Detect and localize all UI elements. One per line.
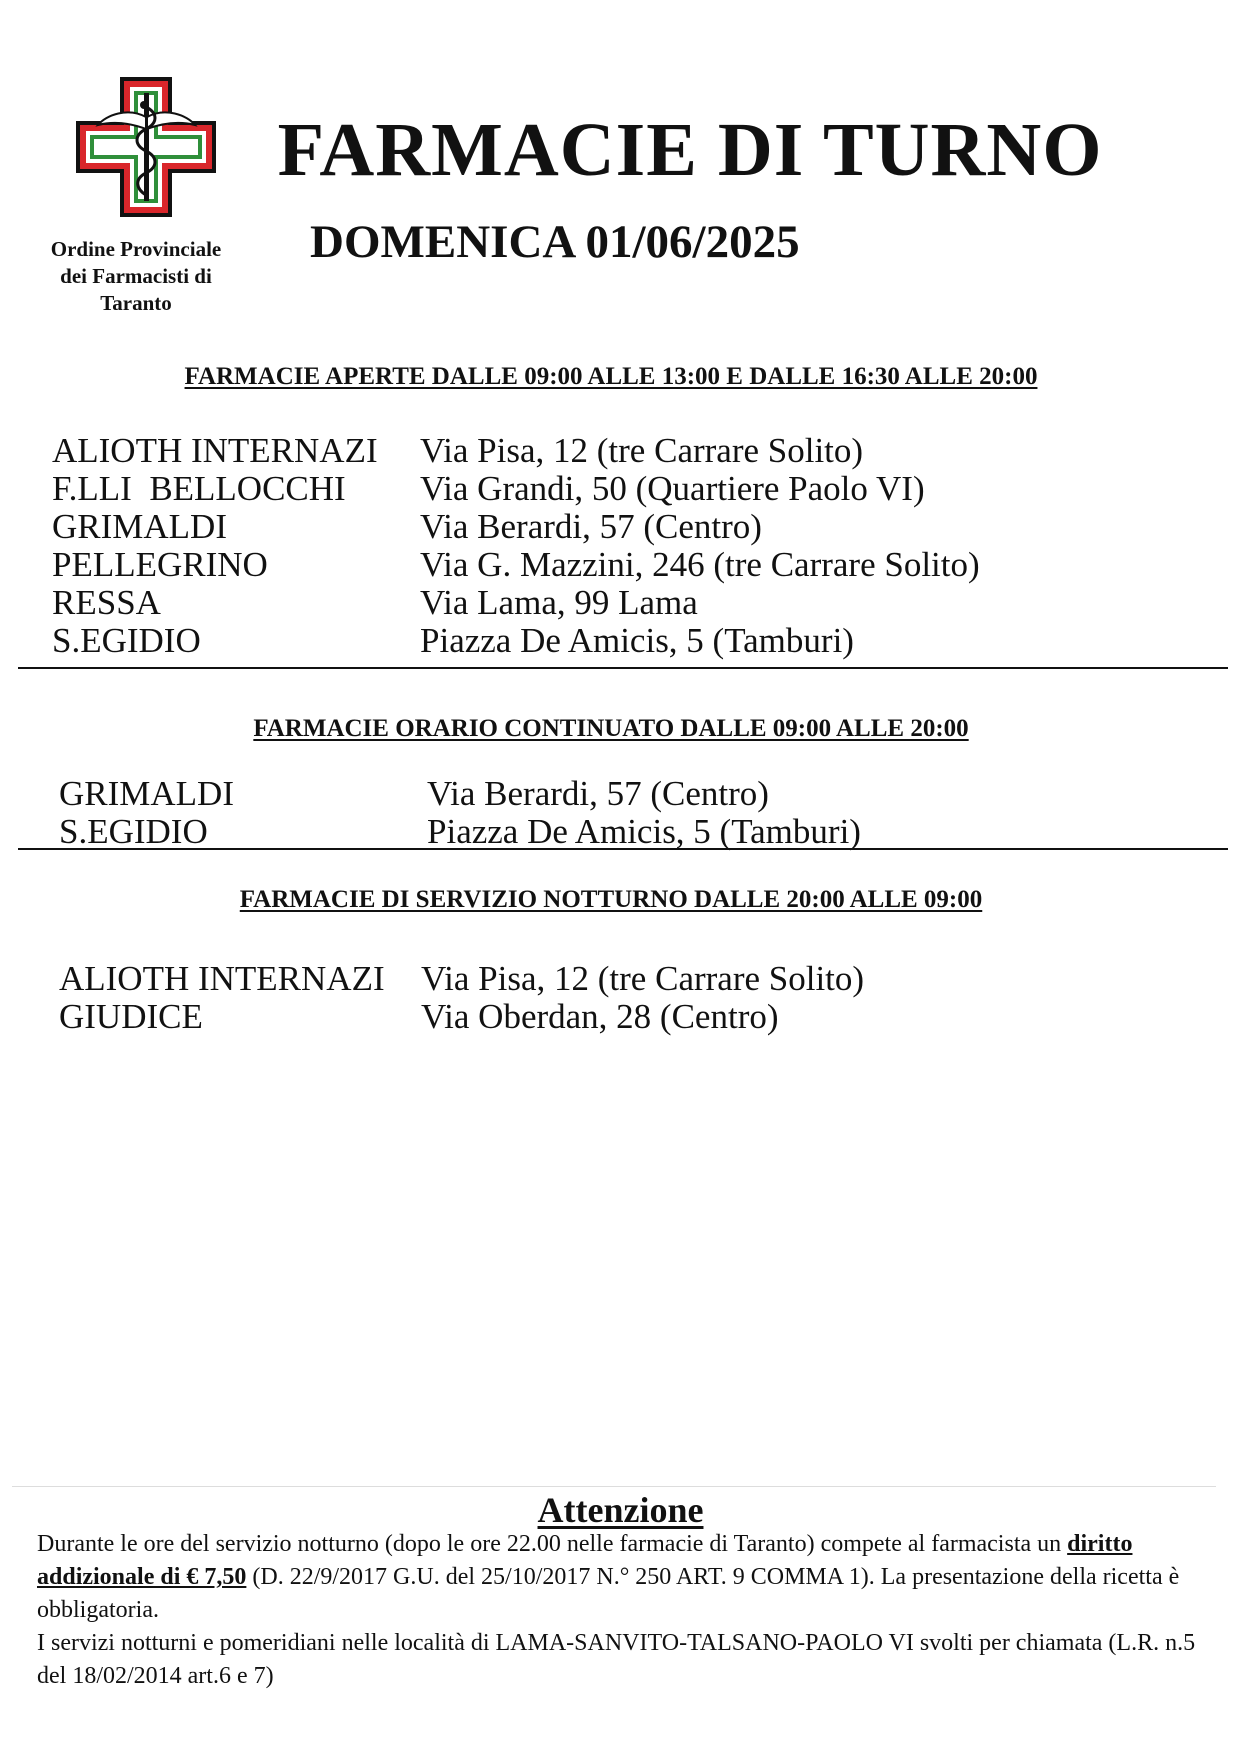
- pharmacy-address: Via G. Mazzini, 246 (tre Carrare Solito): [420, 545, 980, 584]
- notice-title-text: Attenzione: [537, 1490, 704, 1530]
- pharmacy-list-open-hours: [52, 432, 980, 660]
- pharmacy-name: GRIMALDI: [52, 507, 227, 546]
- footer-divider: [12, 1486, 1216, 1487]
- org-line: dei Farmacisti di: [60, 264, 212, 288]
- pharmacy-name: F.LLI BELLOCCHI: [52, 469, 346, 508]
- section-heading-continuous-hours: [0, 714, 1222, 744]
- pharmacy-list-night-service: [59, 960, 864, 1036]
- pharmacy-name: ALIOTH INTERNAZI: [52, 431, 378, 470]
- notice-title: [0, 1488, 1241, 1532]
- list-item: [52, 584, 980, 622]
- pharmacy-name: S.EGIDIO: [52, 621, 201, 660]
- pharmacy-address: Via Pisa, 12 (tre Carrare Solito): [421, 959, 865, 998]
- section-divider: [18, 848, 1228, 850]
- notice-paragraph: I servizi notturni e pomeridiani nelle località di LAMA-SANVITO-TALSANO-PAOLO VI svolti per chiamata (L.R. n.5 del 18/02/2014 art.6 e 7): [37, 1630, 1196, 1689]
- notice-emphasis: diritto addizionale di € 7,50: [37, 1531, 1133, 1590]
- list-item: [52, 470, 980, 508]
- pharmacy-name: PELLEGRINO: [52, 545, 268, 584]
- notice-paragraph: [37, 1528, 1217, 1627]
- pharmacy-address: Via Berardi, 57 (Centro): [427, 774, 769, 813]
- page-title: FARMACIE DI TURNO: [277, 108, 1103, 192]
- list-item: [52, 432, 980, 470]
- pharmacy-address: Via Oberdan, 28 (Centro): [421, 997, 779, 1036]
- list-item: [59, 960, 864, 998]
- pharmacy-name: S.EGIDIO: [59, 812, 208, 851]
- section-heading-text: FARMACIE ORARIO CONTINUATO DALLE 09:00 ALLE 20:00: [253, 715, 969, 742]
- pharmacy-address: Via Berardi, 57 (Centro): [420, 507, 762, 546]
- org-name: [30, 236, 242, 317]
- pharmacy-address: Via Grandi, 50 (Quartiere Paolo VI): [420, 469, 925, 508]
- pharmacy-address: Via Lama, 99 Lama: [420, 583, 698, 622]
- org-line: Taranto: [100, 291, 172, 315]
- list-item: [59, 775, 861, 813]
- pharmacy-list-continuous-hours: [59, 775, 861, 851]
- section-divider: [18, 667, 1228, 669]
- date-heading: DOMENICA 01/06/2025: [310, 216, 800, 268]
- list-item: [59, 998, 864, 1036]
- pharmacy-address: Piazza De Amicis, 5 (Tamburi): [427, 812, 861, 851]
- notice-text: Durante le ore del servizio notturno (dopo le ore 22.00 nelle farmacie di Taranto) compete al farmacista un: [37, 1531, 1068, 1557]
- section-heading-text: FARMACIE APERTE DALLE 09:00 ALLE 13:00 E DALLE 16:30 ALLE 20:00: [184, 363, 1038, 390]
- list-item: [59, 813, 861, 851]
- list-item: [52, 546, 980, 584]
- list-item: [52, 508, 980, 546]
- section-heading-night-service: [0, 885, 1222, 915]
- notice-body: [37, 1528, 1217, 1693]
- list-item: [52, 622, 980, 660]
- pharmacy-address: Via Pisa, 12 (tre Carrare Solito): [420, 431, 864, 470]
- pharmacy-address: Piazza De Amicis, 5 (Tamburi): [420, 621, 854, 660]
- pharmacy-cross-logo-icon: [76, 77, 216, 217]
- org-line: Ordine Provinciale: [50, 237, 222, 261]
- section-heading-text: FARMACIE DI SERVIZIO NOTTURNO DALLE 20:00 ALLE 09:00: [239, 886, 983, 913]
- pharmacy-name: ALIOTH INTERNAZI: [59, 959, 385, 998]
- notice-text: (D. 22/9/2017 G.U. del 25/10/2017 N.° 250 ART. 9 COMMA 1). La presentazione della ricetta è obbligatoria.: [37, 1564, 1180, 1623]
- pharmacy-name: RESSA: [52, 583, 161, 622]
- section-heading-open-hours: [0, 362, 1222, 392]
- pharmacy-name: GRIMALDI: [59, 774, 234, 813]
- pharmacy-name: GIUDICE: [59, 997, 203, 1036]
